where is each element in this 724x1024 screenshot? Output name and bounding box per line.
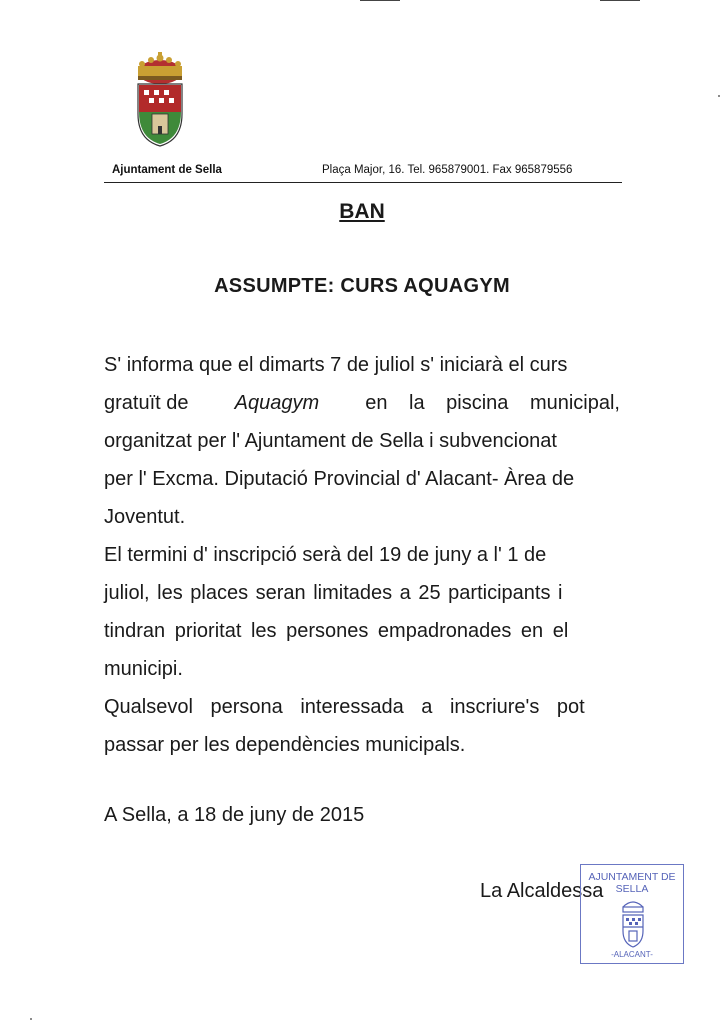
paragraph-1-line-2 [104, 392, 620, 415]
text-fragment: gratuït de [104, 392, 189, 414]
paragraph-2-line-3: tindran prioritat les persones empadronades en el [104, 620, 569, 642]
place-and-date: A Sella, a 18 de juny de 2015 [104, 804, 365, 826]
stamp-top-text: AJUNTAMENT DE SELLA [588, 871, 676, 895]
scan-speck [718, 95, 720, 97]
scan-mark-left [360, 0, 400, 1]
italic-term: Aquagym [234, 392, 320, 414]
text-fragment: en la piscina municipal, [365, 392, 620, 414]
paragraph-1-line-4: per l' Excma. Diputació Provincial d' Alacant- Àrea de [104, 468, 575, 490]
paragraph-1-line-3: organitzat per l' Ajuntament de Sella i subvencionat [104, 430, 557, 452]
stamp-crest-icon [619, 897, 647, 949]
stamp-bottom-text: -ALACANT- [611, 950, 653, 959]
paragraph-2-line-1: El termini d' inscripció serà del 19 de juny a l' 1 de [104, 544, 547, 566]
paragraph-3-line-1: Qualsevol persona interessada a inscriure's pot [104, 696, 585, 718]
paragraph-1-line-1: S' informa que el dimarts 7 de juliol s' iniciarà el curs [104, 354, 568, 376]
paragraph-2-line-4: municipi. [104, 658, 183, 680]
official-stamp [580, 864, 684, 964]
scan-speck [30, 1018, 32, 1020]
document-subject: ASSUMPTE: CURS AQUAGYM [214, 275, 510, 297]
header-divider [104, 182, 622, 183]
scan-mark-right [600, 0, 640, 1]
paragraph-2-line-2: juliol, les places seran limitades a 25 participants i [104, 582, 563, 604]
coat-of-arms-logo [132, 52, 188, 148]
document-title: BAN [339, 200, 385, 223]
organization-name: Ajuntament de Sella [112, 164, 222, 176]
paragraph-3-line-2: passar per les dependències municipals. [104, 734, 466, 756]
contact-info: Plaça Major, 16. Tel. 965879001. Fax 965879556 [322, 164, 573, 176]
paragraph-1-line-5: Joventut. [104, 506, 186, 528]
signer-title: La Alcaldessa [480, 880, 604, 902]
